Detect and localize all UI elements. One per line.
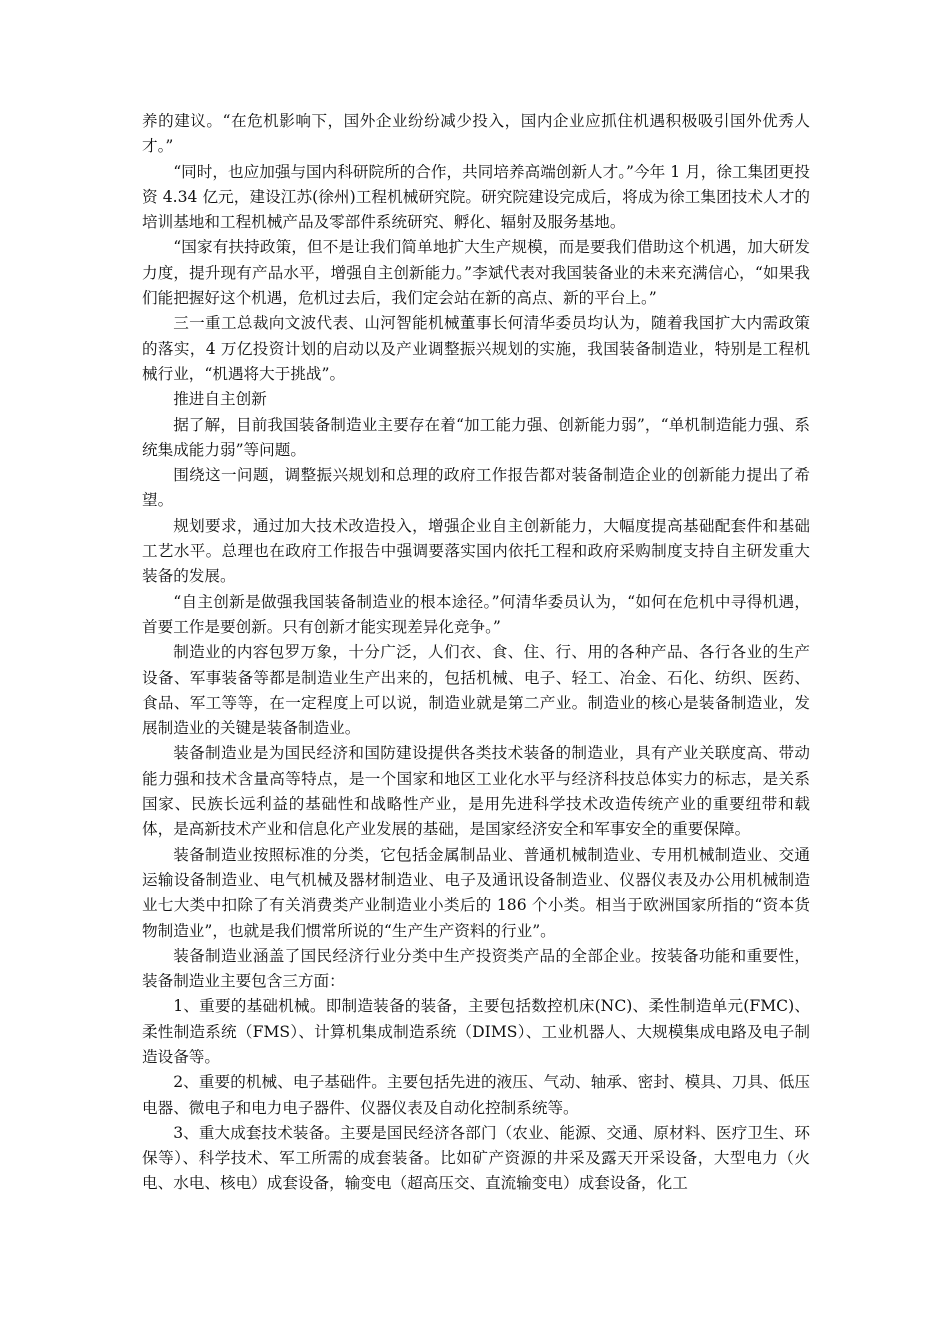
list-item: 3、重大成套技术装备。主要是国民经济各部门（农业、能源、交通、原材料、医疗卫生、环保等）、科学技术、军工所需的成套装备。比如矿产资源的井采及露天开采设备，大型电力（火电、水电、核电）成套设备，输变电（超高压交、直流输变电）成套设备，化工 (142, 1123, 810, 1193)
list-item: 1、重要的基础机械。即制造装备的装备，主要包括数控机床(NC)、柔性制造单元(FMC)、柔性制造系统（FMS）、计算机集成制造系统（DIMS）、工业机器人、大规模集成电路及电子制造设备等。 (142, 997, 810, 1066)
paragraph: 规划要求，通过加大技术改造投入，增强企业自主创新能力，大幅度提高基础配套件和基础工艺水平。总理也在政府工作报告中强调要落实国内依托工程和政府采购制度支持自主研发重大装备的发展。 (142, 516, 810, 586)
paragraph: 装备制造业按照标准的分类，它包括金属制品业、普通机械制造业、专用机械制造业、交通运输设备制造业、电气机械及器材制造业、电子及通讯设备制造业、仪器仪表及办公用机械制造业七大类中扣除了有关消费类产业制造业小类后的 186 个小类。相当于欧洲国家所指的“资本货物制造业”，也就是我们惯常所说的“生产生产资料的行业”。 (142, 845, 810, 940)
section-heading: 推进自主创新 (173, 390, 267, 409)
paragraph: 制造业的内容包罗万象，十分广泛，人们衣、食、住、行、用的各种产品、各行各业的生产设备、军事装备等都是制造业生产出来的，包括机械、电子、轻工、冶金、石化、纺织、医药、食品、军工等等，在一定程度上可以说，制造业就是第二产业。制造业的核心是装备制造业，发展制造业的关键是装备制造业。 (142, 643, 810, 738)
paragraph: 养的建议。“在危机影响下，国外企业纷纷减少投入，国内企业应抓住机遇积极吸引国外优秀人才。” (142, 112, 810, 156)
paragraph: 装备制造业涵盖了国民经济行业分类中生产投资类产品的全部企业。按装备功能和重要性，装备制造业主要包含三方面： (142, 946, 810, 991)
paragraph: 三一重工总裁向文波代表、山河智能机械董事长何清华委员均认为，随着我国扩大内需政策的落实，4 万亿投资计划的启动以及产业调整振兴规划的实施，我国装备制造业，特别是工程机械行业，“机遇将大于挑战”。 (142, 314, 810, 383)
paragraph: “自主创新是做强我国装备制造业的根本途径。”何清华委员认为，“如何在危机中寻得机遇，首要工作是要创新。只有创新才能实现差异化竞争。” (142, 592, 810, 636)
paragraph: “同时，也应加强与国内科研院所的合作，共同培养高端创新人才。”今年 1 月，徐工集团更投资 4.34 亿元，建设江苏(徐州)工程机械研究院。研究院建设完成后，将成为徐工集团技术人才的培训基地和工程机械产品及零部件系统研究、孵化、辐射及服务基地。 (142, 162, 810, 232)
paragraph: “国家有扶持政策，但不是让我们简单地扩大生产规模，而是要我们借助这个机遇，加大研发力度，提升现有产品水平，增强自主创新能力。”李斌代表对我国装备业的未来充满信心，“如果我们能把握好这个机遇，危机过去后，我们定会站在新的高点、新的平台上。” (142, 238, 810, 308)
paragraph: 据了解，目前我国装备制造业主要存在着“加工能力强、创新能力弱”，“单机制造能力强、系统集成能力弱”等问题。 (142, 415, 810, 459)
document-body (142, 109, 810, 1197)
paragraph: 围绕这一问题，调整振兴规划和总理的政府工作报告都对装备制造企业的创新能力提出了希望。 (142, 466, 810, 510)
list-item: 2、重要的机械、电子基础件。主要包括先进的液压、气动、轴承、密封、模具、刀具、低压电器、微电子和电力电子器件、仪器仪表及自动化控制系统等。 (142, 1073, 810, 1117)
paragraph: 装备制造业是为国民经济和国防建设提供各类技术装备的制造业，具有产业关联度高、带动能力强和技术含量高等特点，是一个国家和地区工业化水平与经济科技总体实力的标志，是关系国家、民族长远利益的基础性和战略性产业，是用先进科学技术改造传统产业的重要纽带和载体，是高新技术产业和信息化产业发展的基础，是国家经济安全和军事安全的重要保障。 (142, 744, 810, 839)
